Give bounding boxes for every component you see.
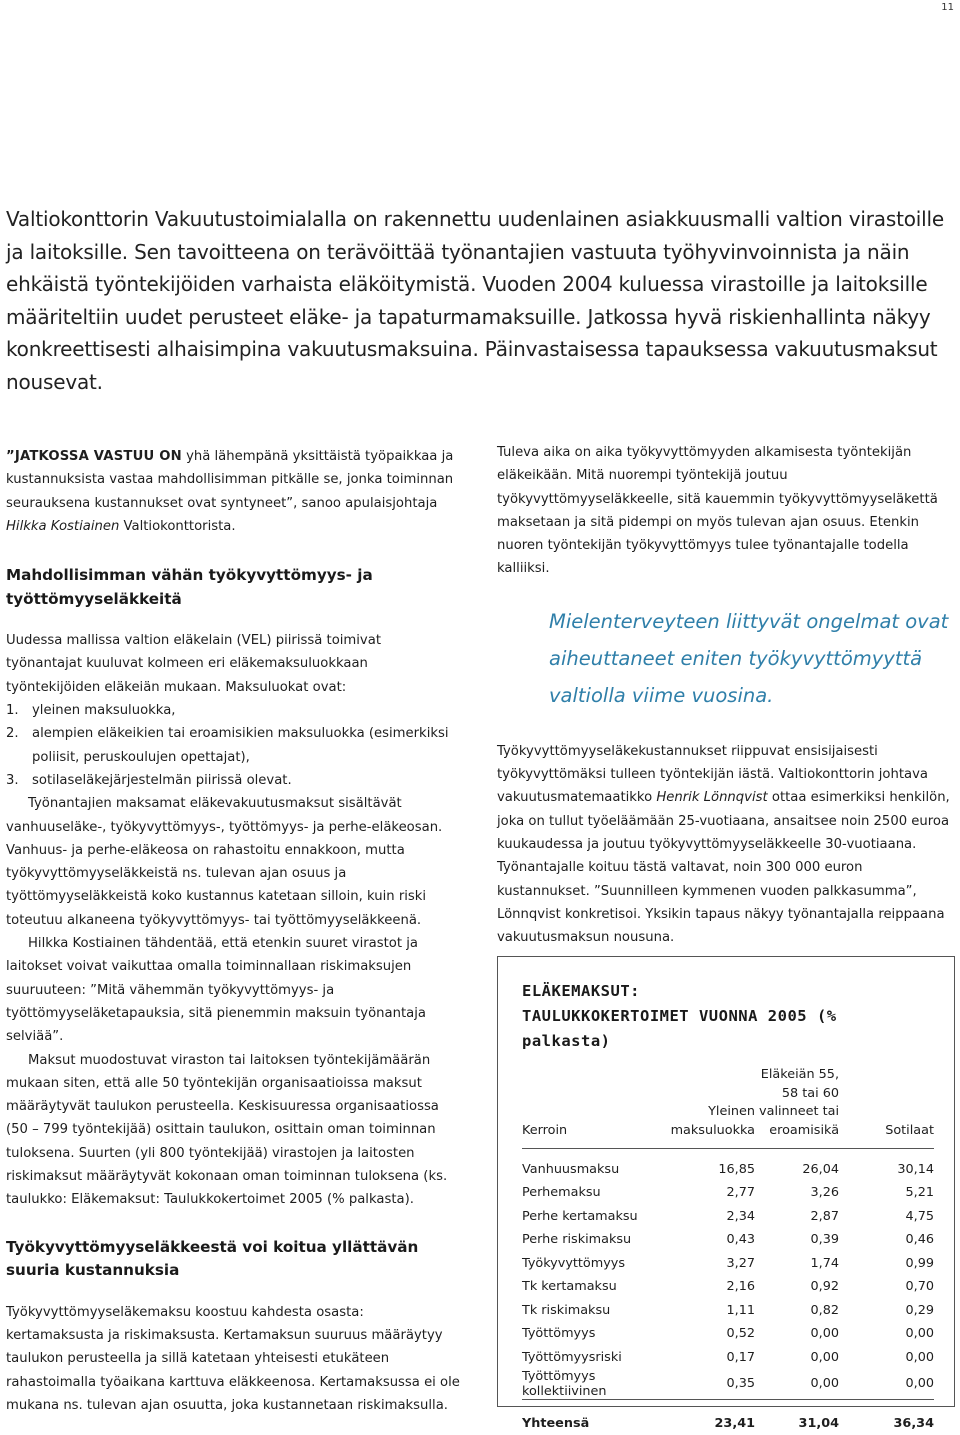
value-yleinen: 2,34	[726, 1208, 756, 1224]
value-yleinen: 0,52	[726, 1326, 756, 1342]
table-row	[522, 1322, 934, 1346]
row-label: Tk riskimaksu	[522, 1302, 611, 1318]
row-label: Perhe kertamaksu	[522, 1208, 638, 1224]
value-yleinen: 0,43	[726, 1232, 756, 1248]
total-sotilaat: 36,34	[893, 1416, 934, 1432]
value-sotilaat: 4,75	[905, 1208, 934, 1224]
pension-rates-table	[522, 1066, 934, 1435]
paragraph-pension-components: Työnantajien maksamat eläkevakuutusmaksut sisältävät vanhuuseläke-, työkyvyttömyys-, työttömyys- ja perhe-eläkeosan. Vanhuus- ja perhe-eläkeosa on rahastoitu ennakkoon, mutta työkyvyttömyyseläkkeistä ns. tulevan ajan osuus ja työttömyyseläkkeistä koko kustannus katetaan silloin, kuin riski toteutuu alkaneena työkyvyttömyys- tai työttömyyseläkkeenä.	[6, 796, 443, 928]
lead-caps: JATKOSSA VASTUU ON	[14, 449, 182, 464]
list-text: sotilaseläkejärjestelmän piirissä olevat.	[32, 772, 292, 788]
paragraph-organisation-size: Maksut muodostuvat viraston tai laitoksen työntekijämäärän mukaan siten, että alle 50 työntekijän organisaatioissa maksut määräytyvät taulukon perusteella. Keskisuuressa organisaatiossa (50 – 799 työntekijää) osittain taulukon, osittain oman toiminnan tuloksena. Suurten (yli 800 työntekijää) virastojen ja laitosten riskimaksut määräytyvät kokonaan oman toiminnan tuloksena (ks. taulukko: Eläkemaksut: Taulukkokertoimet 2005 (% palkasta).	[6, 1052, 448, 1208]
header-kerroin: Kerroin	[522, 1122, 568, 1138]
lead-end: Valtiokonttorista.	[119, 518, 236, 534]
lonnqvist-name: Henrik Lönnqvist	[656, 790, 768, 806]
row-label: Perhemaksu	[522, 1185, 601, 1201]
lead-name: Hilkka Kostiainen	[6, 518, 120, 534]
table-title-line1: ELÄKEMAKSUT:	[522, 982, 640, 1000]
value-sotilaat: 30,14	[897, 1161, 934, 1177]
intro-text: Valtiokonttorin Vakuutustoimialalla on rakennettu uudenlainen asiakkuusmalli valtion virastoille ja laitoksille. Sen tavoitteena on terävöittää työnantajien vastuuta työhyvinvoinnista ja näin ehkäistä työntekijöiden varhaista eläköitymistä. Vuoden 2004 kuluessa virastoille ja laitoksille määriteltiin uudet perusteet eläke- ja tapaturmamaksuille. Jatkossa hyvä riskienhallinta näkyy konkreettisesti alhaisimpina vakuutusmaksuina. Päinvastaisessa tapauksessa vakuutusmaksut nousevat.	[6, 207, 944, 394]
value-elakeika: 2,87	[810, 1208, 840, 1224]
row-label: Perhe riskimaksu	[522, 1232, 632, 1248]
lead-text: yhä lähempänä yksittäistä työpaikkaa ja kustannuksista vastaa mahdollisimman pitkälle se, jonka toiminnan seurauksena kustannukset ovat syntyneet”, sanoo apulaisjohtaja	[6, 449, 454, 511]
table-row	[522, 1275, 934, 1299]
pull-quote: Mielenterveyteen liittyvät ongelmat ovat aiheuttaneet eniten työkyvyttömyyttä valtiolla viime vuosina.	[549, 609, 949, 707]
total-elakeika: 31,04	[798, 1416, 840, 1432]
value-yleinen: 1,11	[726, 1302, 756, 1318]
pension-rates-table-box	[497, 956, 955, 1432]
table-header-row	[522, 1066, 934, 1149]
section-heading-disability-costs: Työkyvyttömyyseläkkeestä voi koitua yllättävän suuria kustannuksia	[6, 1237, 419, 1280]
header-yleinen: Yleinen maksuluokka	[670, 1104, 756, 1138]
list-item	[6, 769, 461, 792]
left-column	[6, 445, 461, 1417]
table-total-row	[522, 1399, 934, 1435]
table-row	[522, 1228, 934, 1252]
section-heading-pensions: Mahdollisimman vähän työkyvyttömyys- ja työttömyyseläkkeitä	[6, 566, 373, 608]
value-elakeika: 26,04	[802, 1161, 840, 1177]
value-sotilaat: 0,29	[905, 1302, 934, 1318]
value-sotilaat: 0,99	[905, 1255, 934, 1271]
value-sotilaat: 0,00	[905, 1349, 934, 1365]
value-elakeika: 0,92	[810, 1279, 840, 1295]
lead-open-quote: ”	[6, 449, 15, 464]
value-sotilaat: 0,70	[905, 1279, 934, 1295]
value-yleinen: 3,27	[726, 1255, 756, 1271]
value-yleinen: 16,85	[718, 1161, 756, 1177]
list-item	[6, 699, 461, 722]
row-label: Tk kertamaksu	[522, 1279, 617, 1295]
table-row	[522, 1251, 934, 1275]
right-column	[497, 441, 955, 949]
list-item	[6, 722, 461, 769]
list-text: alempien eläkeikien tai eroamisikien maksuluokka (esimerkiksi poliisit, peruskoulujen opettajat),	[32, 726, 449, 765]
value-elakeika: 3,26	[810, 1185, 840, 1201]
paragraph-disability-payment: Työkyvyttömyyseläkemaksu koostuu kahdesta osasta: kertamaksusta ja riskimaksusta. Kertamaksun suuruus määräytyy taulukon perusteella ja sillä katetaan yhteisesti etukäteen rahastoimalla työaikana karttuva eläkkeenosa. Kertamaksussa ei ole mukana ns. tulevan ajan osuutta, joka kustannetaan riskimaksulla.	[6, 1304, 460, 1413]
list-text: yleinen maksuluokka,	[32, 703, 176, 719]
value-elakeika: 0,00	[810, 1349, 840, 1365]
lonnqvist-text-b: ottaa esimerkiksi henkilön, joka on tullut työeläämään 25-vuotiaana, ansaitsee noin 2500 euroa kuukaudessa ja joutuu työkyvyttömyyseläkkeelle 30-vuotiaana. Työnantajalle koituu tästä valtavat, noin 300 000 euron kustannukset. ”Suunnilleen kymmenen vuoden palkkasumma”, Lönnqvist konkretisoi. Yksikin tapaus näkyy työnantajalla reippaana vakuutusmaksun nousuna.	[497, 790, 950, 946]
intro-paragraph	[6, 203, 946, 398]
list-number: 3.	[6, 772, 19, 788]
table-row	[522, 1149, 934, 1181]
value-elakeika: 0,39	[810, 1232, 840, 1248]
table-title-line2: TAULUKKOKERTOIMET VUONNA 2005 (% palkasta)	[522, 1007, 837, 1050]
value-sotilaat: 0,00	[905, 1376, 934, 1392]
payment-class-list	[6, 699, 461, 792]
total-label: Yhteensä	[522, 1416, 590, 1432]
value-yleinen: 2,77	[726, 1185, 756, 1201]
header-elakeika: Eläkeiän 55, 58 tai 60 valinneet tai eroamisikä	[759, 1067, 840, 1138]
value-yleinen: 0,17	[726, 1349, 756, 1365]
table-row	[522, 1298, 934, 1322]
paragraph-payment-classes: Uudessa mallissa valtion eläkelain (VEL) piirissä toimivat työnantajat kuuluvat kolmeen eri eläkemaksuluokkaan työntekijöiden eläkeiän mukaan. Maksuluokat ovat:	[6, 633, 381, 695]
table-row	[522, 1345, 934, 1369]
row-label: Työttömyys kollektiivinen	[522, 1368, 607, 1399]
value-elakeika: 1,74	[810, 1255, 840, 1271]
row-label: Työkyvyttömyys	[522, 1255, 626, 1271]
lonnqvist-text-a: Työkyvyttömyyseläkekustannukset riippuvat ensisijaisesti työkyvyttömäksi tulleen työntekijän iästä. Valtiokonttorin johtava vakuutusmatemaatikko	[497, 743, 929, 806]
table-row	[522, 1204, 934, 1228]
list-number: 1.	[6, 703, 19, 719]
table-row	[522, 1181, 934, 1205]
paragraph-future-time: Tuleva aika on aika työkyvyttömyyden alkamisesta työntekijän eläkeikään. Mitä nuorempi työntekijä joutuu työkyvyttömyyseläkkeelle, sitä kauemmin työkyvyttömyyseläkettä maksetaan ja sitä pidempi on myös tulevan ajan osuus. Etenkin nuoren työntekijän työkyvyttömyys tulee työnantajalle todella kalliiksi.	[497, 445, 938, 577]
value-yleinen: 2,16	[726, 1279, 756, 1295]
value-elakeika: 0,82	[810, 1302, 840, 1318]
row-label: Työttömyysriski	[522, 1349, 622, 1365]
page-number: 11	[941, 2, 954, 13]
table-row	[522, 1369, 934, 1400]
paragraph-kostiainen: Hilkka Kostiainen tähdentää, että etenkin suuret virastot ja laitokset voivat vaikuttaa omalla toiminnallaan riskimaksujen suuruuteen: ”Mitä vähemmän työkyvyttömyys- ja työttömyyseläketapauksia, sitä pienemmin maksuin työnantaja selviää”.	[6, 936, 426, 1045]
value-sotilaat: 5,21	[905, 1185, 934, 1201]
header-sotilaat: Sotilaat	[885, 1122, 934, 1138]
lead-paragraph	[6, 445, 461, 538]
value-elakeika: 0,00	[810, 1326, 840, 1342]
value-elakeika: 0,00	[810, 1376, 840, 1392]
row-label: Vanhuusmaksu	[522, 1161, 620, 1177]
value-sotilaat: 0,46	[905, 1232, 934, 1248]
total-yleinen: 23,41	[714, 1416, 756, 1432]
value-sotilaat: 0,00	[905, 1326, 934, 1342]
value-yleinen: 0,35	[726, 1376, 756, 1392]
list-number: 2.	[6, 726, 19, 742]
row-label: Työttömyys	[522, 1326, 596, 1342]
paragraph-lonnqvist	[497, 740, 955, 950]
